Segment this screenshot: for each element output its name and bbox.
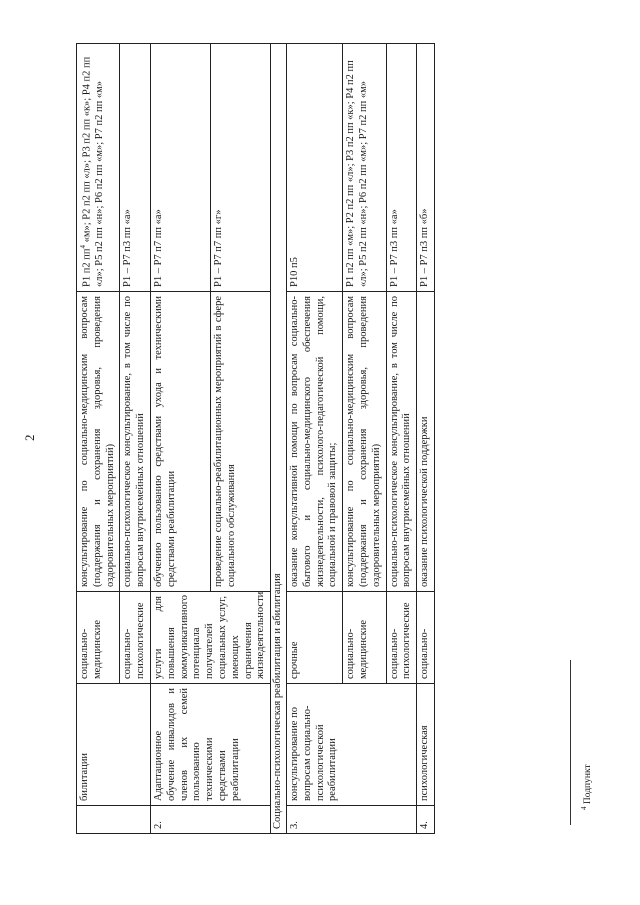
service-type: социально-психологические xyxy=(120,592,151,684)
service-content: оказание консультативной помощи по вопросам социально-бытового и социально-медицинского обеспечения жизнедеятельности, психолого-педагогической помощи, социальной и правовой защиты; xyxy=(286,292,342,592)
table-row xyxy=(417,44,435,834)
table-row xyxy=(286,44,342,834)
rotated-page xyxy=(76,44,633,834)
service-reference: Р1 – Р7 п7 пп «а» xyxy=(150,44,210,292)
service-reference: Р1 – Р7 п3 пп «а» xyxy=(120,44,151,292)
service-reference: Р10 п5 xyxy=(286,44,342,292)
service-name: психологическая xyxy=(417,684,435,806)
row-number: 4. xyxy=(417,806,435,834)
table-row xyxy=(77,44,120,834)
section-header-row xyxy=(271,44,287,834)
page-number: 2 xyxy=(22,434,37,441)
service-type: социально-медицинские xyxy=(343,592,386,684)
service-content: обучению пользованию средствами ухода и техническими средствами реабилитации xyxy=(150,292,210,592)
service-type: социально- xyxy=(417,592,435,684)
section-title: Социально-психологическая реабилитация и абилитация xyxy=(271,44,287,834)
service-content: социально-психологическое консультирование, в том числе по вопросам внутрисемейных отношений xyxy=(120,292,151,592)
service-reference: Р1 п2 $пп^4$ «м»; Р2 п2 пп «л»; Р3 п2 пп «к»; Р4 п2 пп «л»; Р5 п2 пп «н»; Р6 п2 пп «м»; Р7 п2 пп «м» xyxy=(77,44,120,292)
footnote xyxy=(580,764,593,810)
service-type: срочные xyxy=(286,592,342,684)
footnote-rule xyxy=(570,660,571,825)
service-name: консультирование по вопросам социально-психологической реабилитации xyxy=(286,684,416,806)
services-table xyxy=(76,43,435,834)
service-reference: Р1 – Р7 п7 пп «г» xyxy=(211,44,271,292)
service-content: консультирование по социально-медицинским вопросам (поддержания и сохранения здоровья, проведения оздоровительных мероприятий) xyxy=(77,292,120,592)
service-type: социально-психологические xyxy=(386,592,417,684)
footnote-text: Подпункт xyxy=(583,764,594,805)
service-reference: Р1 – Р7 п3 пп «а» xyxy=(386,44,417,292)
row-number: 3. xyxy=(286,806,416,834)
service-reference: Р1 – Р7 п3 пп «б» xyxy=(417,44,435,292)
service-reference: Р1 п2 пп «м»; Р2 п2 пп «л»; Р3 п2 пп «к»; Р4 п2 пп «л»; Р5 п2 пп «н»; Р6 п2 пп «м»; Р7 п2 пп «м» xyxy=(343,44,386,292)
footnote-mark: 4 xyxy=(580,806,588,810)
service-content: консультирование по социально-медицинским вопросам (поддержания и сохранения здоровья, проведения оздоровительных мероприятий) xyxy=(343,292,386,592)
table-row xyxy=(150,44,210,834)
service-type: социально-медицинские xyxy=(77,592,120,684)
row-number: 2. xyxy=(150,806,270,834)
service-content: оказание психологической поддержки xyxy=(417,292,435,592)
service-type: услуги для повышения коммуникативного потенциала получателей социальных услуг, имеющих ограничения жизнедеятельности xyxy=(150,592,270,684)
row-number xyxy=(77,806,151,834)
service-name: билитации xyxy=(77,684,151,806)
service-content: социально-психологическое консультирование, в том числе по вопросам внутрисемейных отношений xyxy=(386,292,417,592)
service-content: проведение социально-реабилитационных мероприятий в сфере социального обслуживания xyxy=(211,292,271,592)
service-name: Адаптационное обучение инвалидов и членов их семей пользованию техническими средствами реабилитации xyxy=(150,684,270,806)
